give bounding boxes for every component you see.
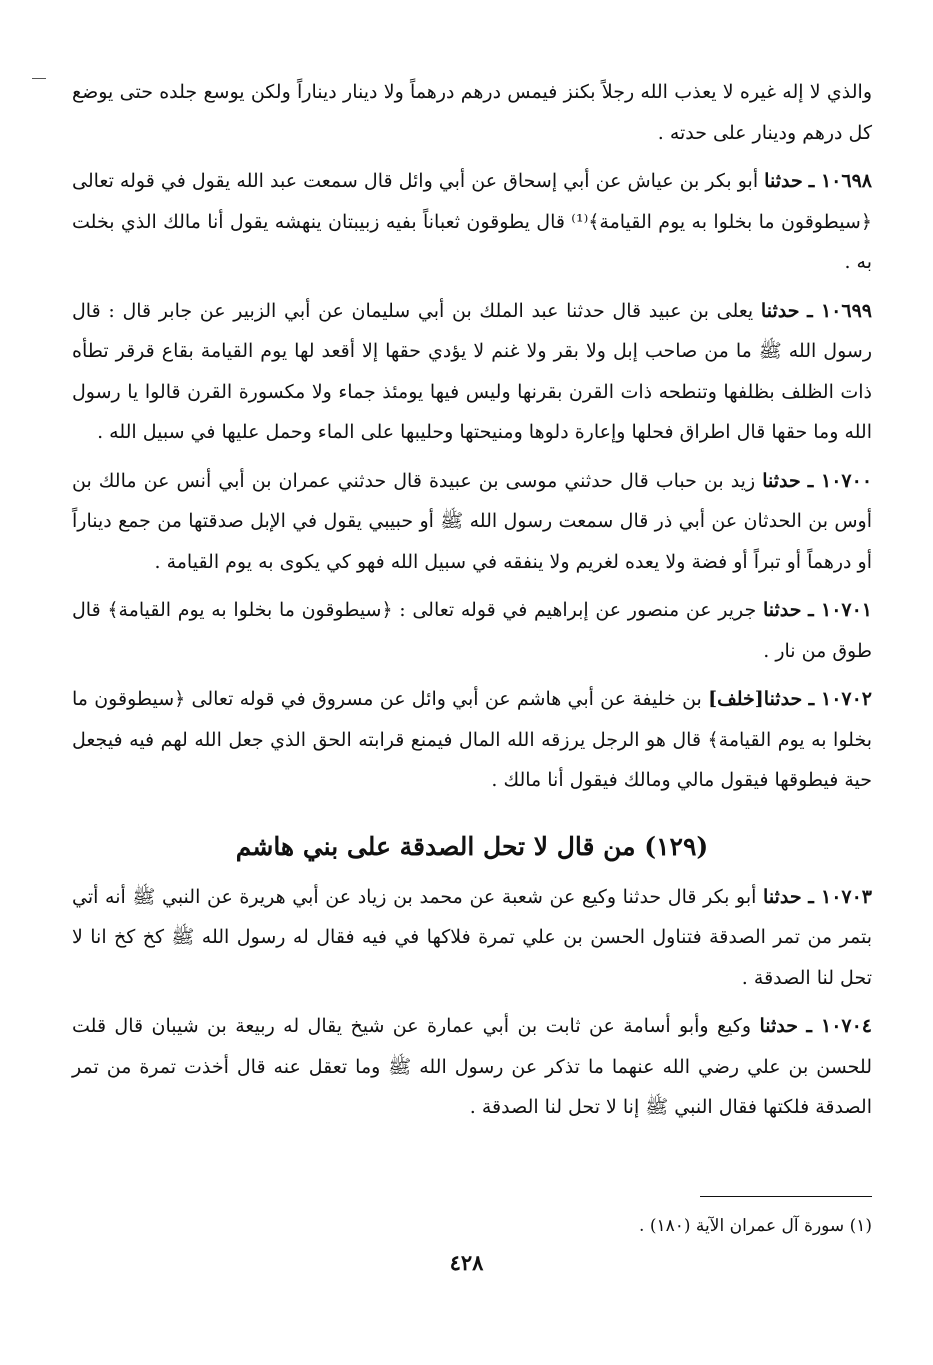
hadith-10698 (72, 161, 872, 283)
hadith-number: ١٠٦٩٩ ـ (807, 299, 872, 322)
hadith-lead: حدثنا (759, 1015, 798, 1037)
hadith-text: بن خليفة عن أبي هاشم عن أبي وائل عن مسروق في قوله تعالى ﴿سيطوقون ما بخلوا به يوم القيامة﴾ قال هو الرجل يرزقه الله المال فيمنع قرابته الحق الذي جعل الله لهم فيه فيجعل حية فيطوقها فيقول مالي ومالك فيقول أنا مالك . (72, 688, 872, 791)
hadith-number: ١٠٧٠٢ ـ (808, 688, 873, 710)
hadith-lead: حدثنا (760, 299, 800, 322)
hadith-text: يعلى بن عبيد قال حدثنا عبد الملك بن أبي سليمان عن أبي الزبير عن جابر قال : قال رسول الله ﷺ ما من صاحب إبل ولا بقر ولا غنم لا يؤدي حقها إلا أقعد لها يوم القيامة بقاع قرقر تطأه ذات الظلف بظلفها وتنطحه ذات القرن بقرنها وليس فيها يومئذ جماء ولا مكسورة القرن قالوا يا رسول الله وما حقها قال اطراق فحلها وإعارة دلوها ومنيحتها وحليبها على الماء وحمل عليها في سبيل الله . (72, 299, 872, 443)
hadith-text: جرير عن منصور عن إبراهيم في قوله تعالى : ﴿سيطوقون ما بخلوا به يوم القيامة﴾ قال طوق من نار . (72, 599, 872, 662)
hadith-lead: حدثنا (762, 469, 801, 492)
footnote: (١) سورة آل عمران الآية (١٨٠) . (639, 1216, 872, 1236)
margin-mark (32, 78, 46, 79)
hadith-number: ١٠٧٠١ ـ (808, 599, 873, 621)
hadith-10701 (72, 590, 872, 671)
hadith-lead: حدثنا[خلف] (708, 688, 803, 710)
hadith-number: ١٠٧٠٣ ـ (808, 885, 873, 908)
hadith-lead: حدثنا (763, 885, 802, 908)
hadith-text: زيد بن حباب قال حدثني موسى بن عبيدة قال حدثني عمران بن أبي أنس عن مالك بن أوس بن الحدثان عن أبي ذر قال سمعت رسول الله ﷺ أو حبيبي يقول في الإبل صدقتها من جمع ديناراً أو درهماً أو تبراً أو فضة ولا يعده لغريم ولا ينفقه في سبيل الله فهو كي يكوى به يوم القيامة . (72, 469, 872, 573)
hadith-10702 (72, 679, 872, 801)
hadith-text: أبو بكر قال حدثنا وكيع عن شعبة عن محمد بن زياد عن أبي هريرة عن النبي ﷺ أنه أتي بتمر من تمر الصدقة فتناول الحسن بن علي تمرة فلاكها في فيه فقال له رسول الله ﷺ كخ كخ انا لا تحل لنا الصدقة . (72, 885, 872, 989)
paragraph-text: والذي لا إله غيره لا يعذب الله رجلاً بكنز فيمس درهم درهماً ولا دينار ديناراً ولكن يوسع جلده حتى يوضع كل درهم ودينار على حدته . (72, 81, 872, 144)
paragraph-continuation (72, 72, 872, 153)
hadith-text: أبو بكر بن عياش عن أبي إسحاق عن أبي وائل قال سمعت عبد الله يقول في قوله تعالى ﴿سيطوقون ما بخلوا به يوم القيامة﴾⁽¹⁾ قال يطوقون ثعباناً بفيه زبيبتان ينهشه يقول أنا مالك الذي بخلت به . (72, 170, 872, 273)
section-heading: (١٢٩) من قال لا تحل الصدقة على بني هاشم (235, 831, 709, 861)
footnote-divider (700, 1196, 872, 1197)
hadith-number: ١٠٧٠٤ ـ (806, 1015, 873, 1037)
hadith-10699 (72, 291, 872, 453)
hadith-10704 (72, 1006, 872, 1128)
hadith-10703 (72, 877, 872, 999)
hadith-lead: حدثنا (762, 599, 802, 621)
page-number: ٤٢٨ (449, 1250, 484, 1275)
hadith-10700 (72, 461, 872, 583)
hadith-lead: حدثنا (764, 170, 803, 192)
hadith-text: وكيع وأبو أسامة عن ثابت بن أبي عمارة عن شيخ يقال له ربيعة بن شيبان قال قلت للحسن بن علي رضي الله عنهما ما تذكر عن رسول الله ﷺ وما تعقل عنه قال أخذت تمرة من تمر الصدقة فلكتها فقال النبي ﷺ إنا لا تحل لنا الصدقة . (72, 1015, 872, 1118)
hadith-number: ١٠٧٠٠ ـ (807, 469, 873, 492)
page-body (72, 72, 872, 1136)
hadith-number: ١٠٦٩٨ ـ (808, 170, 872, 192)
